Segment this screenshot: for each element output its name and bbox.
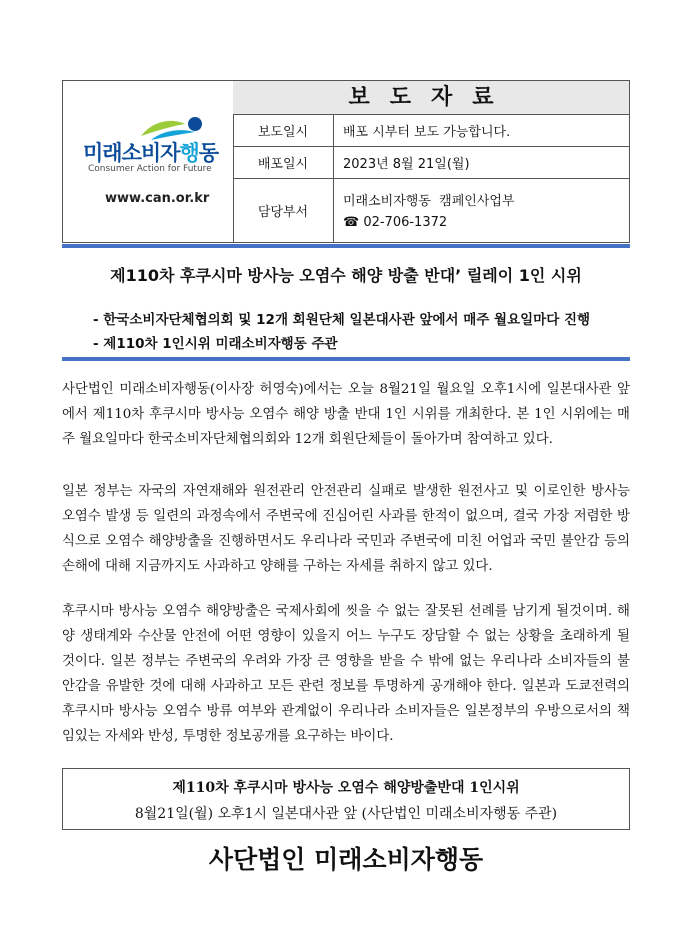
divider-top: [62, 244, 630, 248]
press-header-table: [62, 80, 630, 243]
body-paragraph: 일본 정부는 자국의 자연재해와 원전관리 안전관리 실패로 발생한 원전사고 및 이로인한 방사능 오염수 발생 등 일련의 과정속에서 주변국에 진심어린 사과를 한적이 없으며, 결국 가장 저렴한 방식으로 오염수 해양방출을 진행하면서도 우리나라 국민과 주변국에 미친 어업과 국민 불안감 등의 손해에 대해 지금까지도 사과하고 양해를 구하는 자세를 취하지 않고 있다.: [62, 484, 630, 574]
website-url[interactable]: www.can.or.kr: [105, 191, 210, 206]
summary-title: 제110차 후쿠시마 방사능 오염수 해양방출반대 1인시위: [172, 780, 520, 796]
row-distribution-date: [233, 146, 629, 179]
row-label: 배포일시: [233, 146, 334, 178]
signature: 사단법인 미래소비자행동: [208, 845, 484, 874]
event-summary-box: [62, 768, 630, 830]
body-paragraph: 사단법인 미래소비자행동(이사장 허영숙)에서는 오늘 8월21일 월요일 오후1시에 일본대사관 앞에서 제110차 후쿠시마 방사능 오염수 해양 방출 반대 1인 시위를 개최한다. 본 1인 시위에는 매주 월요일마다 한국소비자단체협의회와 12개 회원단체들이 돌아가며 참여하고 있다.: [62, 382, 630, 447]
row-label: 담당부서: [233, 178, 334, 242]
headline: 제110차 후쿠시마 방사능 오염수 해양 방출 반대’ 릴레이 1인 시위: [110, 266, 582, 285]
row-department: [233, 178, 629, 242]
divider-bottom: [62, 357, 630, 361]
row-value: 미래소비자행동 캠페인사업부: [343, 194, 515, 209]
row-value: 2023년 8월 21일(월): [343, 156, 470, 172]
logo-name: 미래소비자행동: [83, 141, 219, 165]
logo-cell: [63, 81, 234, 242]
body-paragraph: 후쿠시마 방사능 오염수 해양방출은 국제사회에 씻을 수 없는 잘못된 선례를 남기게 될것이며. 해양 생태계와 수산물 안전에 어떤 영향이 있을지 어느 누구도 장담할 수 없는 상황을 초래하게 될 것이다. 일본 정부는 주변국의 우려와 가장 큰 영향을 받을 수 밖에 없는 우리나라 소비자들의 불안감을 유발한 것에 대해 사과하고 모든 관련 정보를 투명하게 공개해야 한다. 일본과 도쿄전력의 후쿠시마 방사능 오염수 방류 여부와 관계없이 우리나라 소비자들은 일본정부의 우방으로서의 책임있는 자세와 반성, 투명한 정보공개를 요구하는 바이다.: [62, 604, 630, 744]
row-release-time: [233, 114, 629, 147]
row-value: 배포 시부터 보도 가능합니다.: [343, 124, 511, 140]
summary-details: 8월21일(월) 오후1시 일본대사관 앞 (사단법인 미래소비자행동 주관): [134, 806, 558, 822]
subheading: - 제110차 1인시위 미래소비자행동 주관: [93, 336, 338, 352]
subheading: - 한국소비자단체협의회 및 12개 회원단체 일본대사관 앞에서 매주 월요일마다 진행: [93, 312, 591, 328]
press-release-title: 보도자료: [233, 81, 629, 115]
row-label: 보도일시: [233, 114, 334, 146]
logo-subtitle: Consumer Action for Future: [88, 164, 212, 174]
phone-number: ☎ 02-706-1372: [343, 215, 448, 230]
